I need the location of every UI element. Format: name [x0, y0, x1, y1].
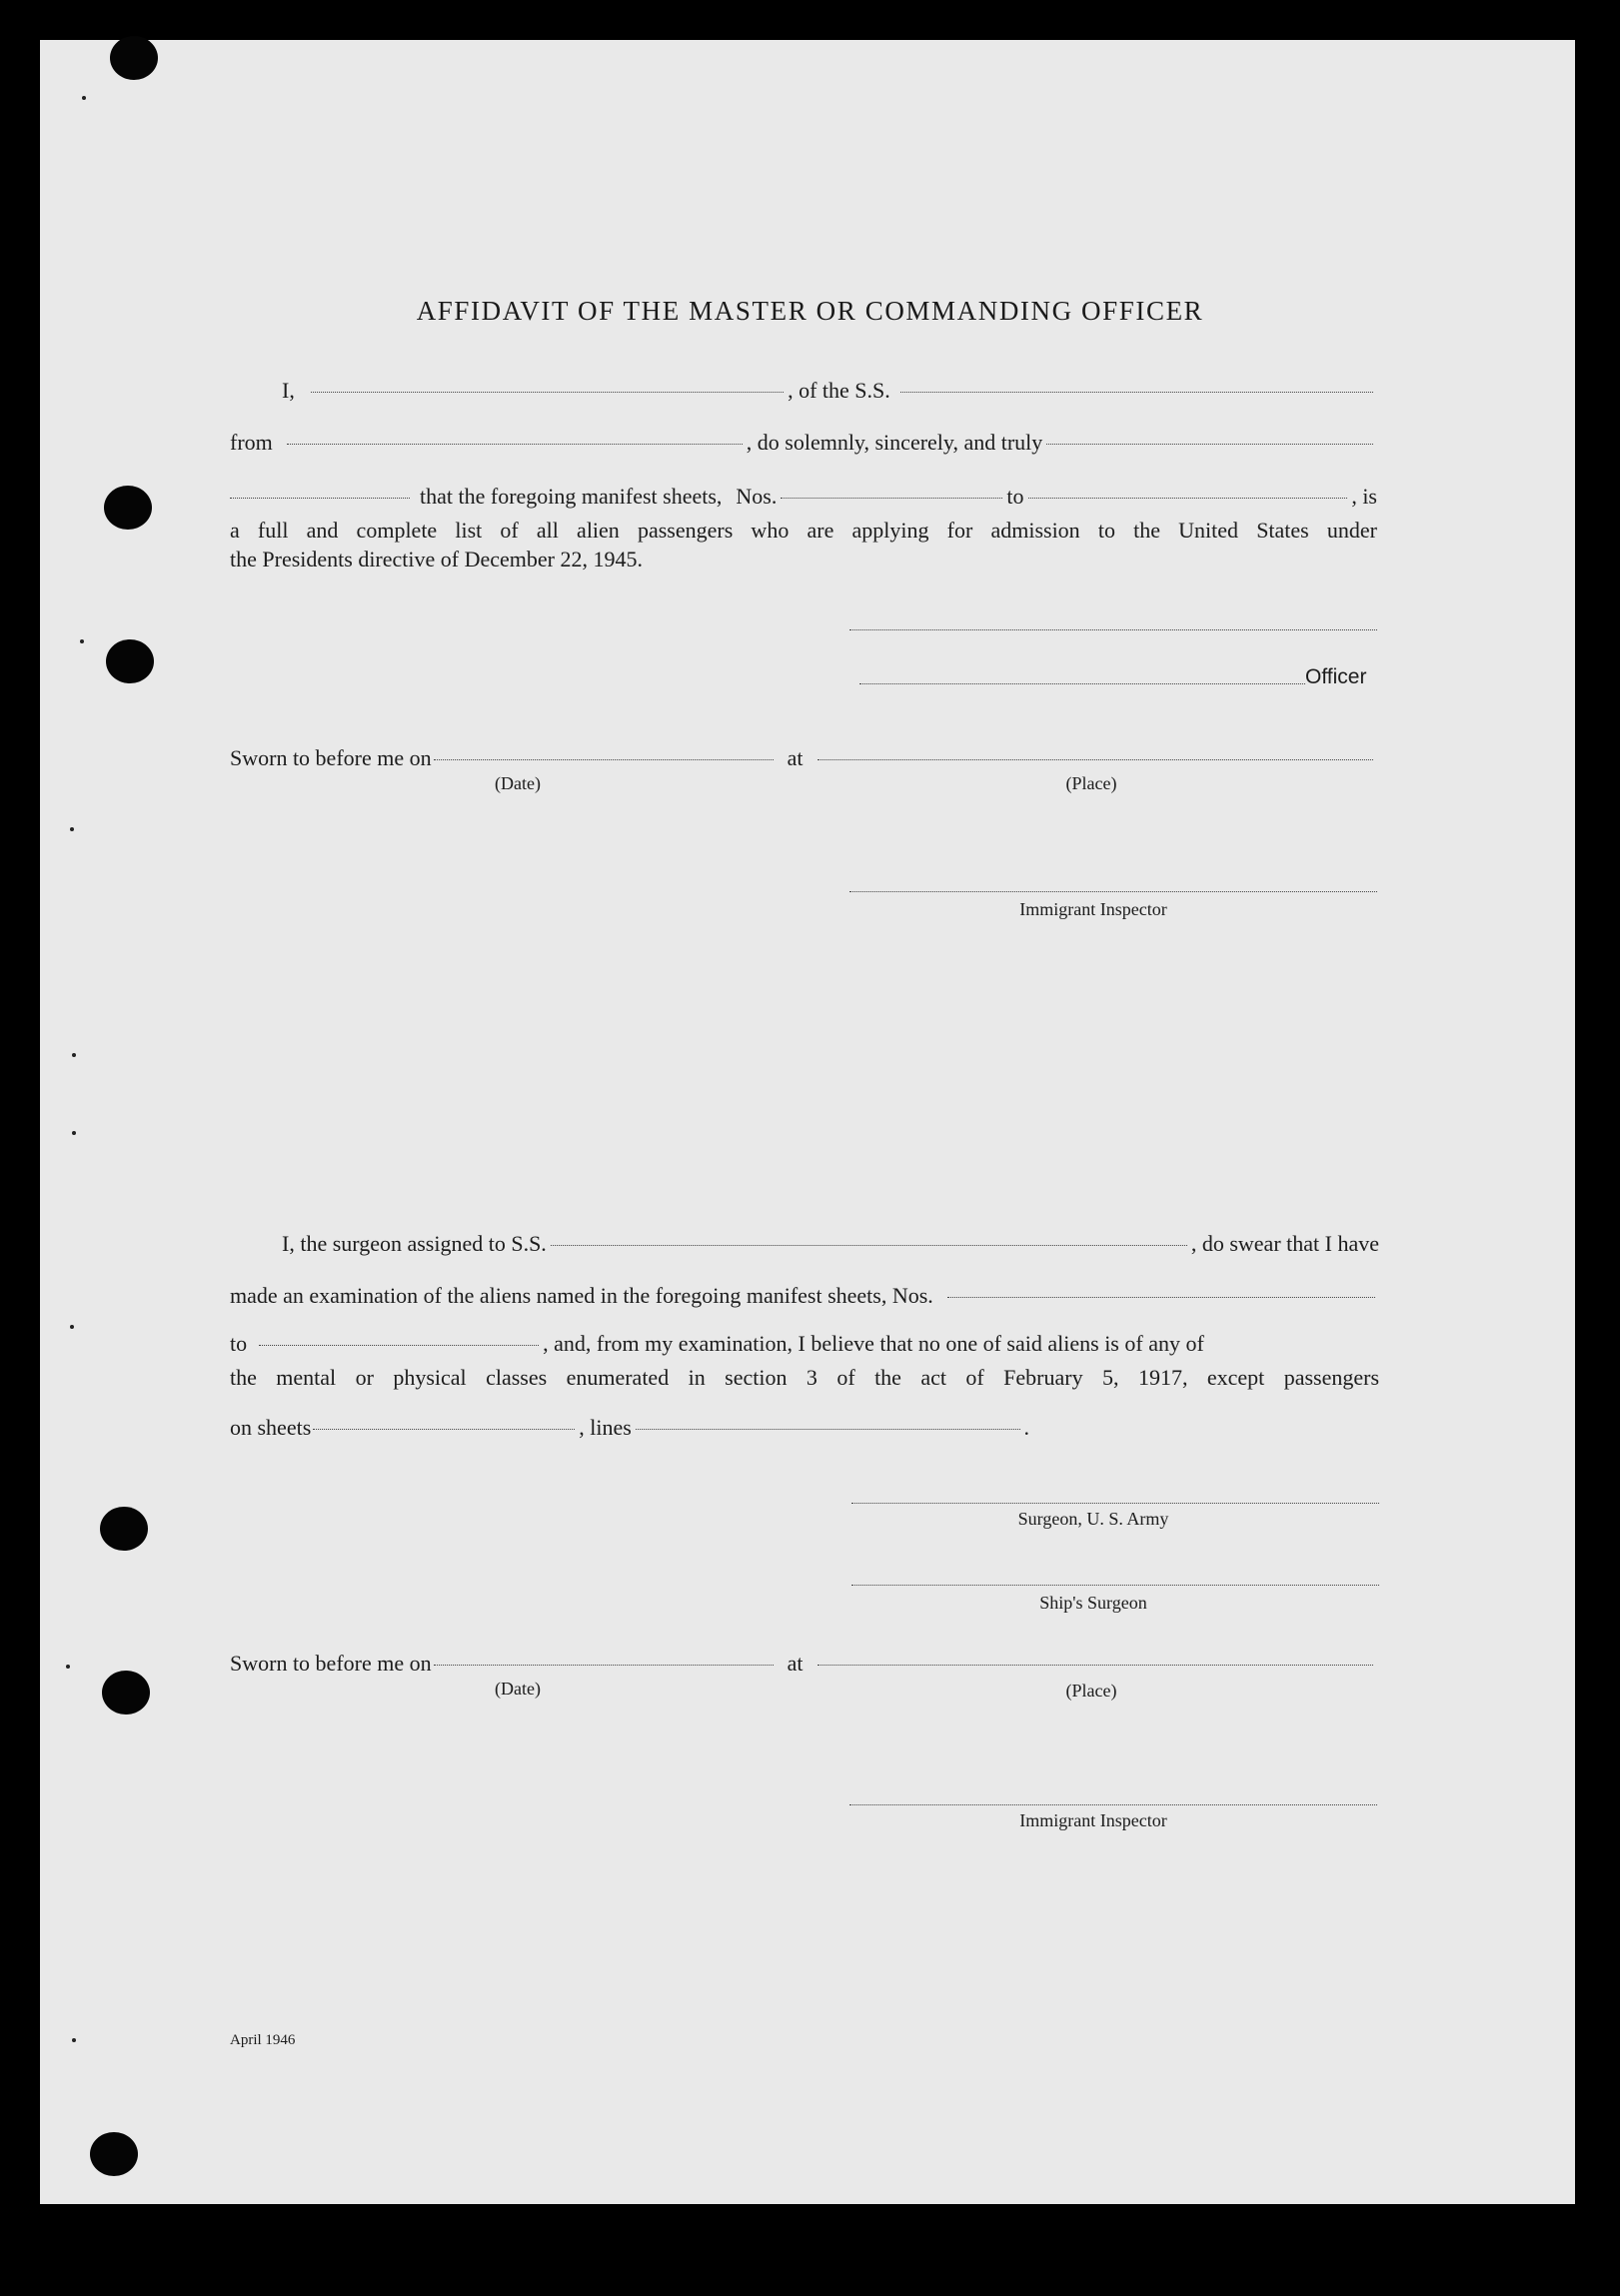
sworn-1-start: Sworn to before me on	[230, 745, 432, 770]
exception-sheets-field[interactable]	[313, 1429, 575, 1430]
surgeon-sheets-to-field[interactable]	[259, 1345, 539, 1346]
surgeon-sheets-from-field[interactable]	[947, 1297, 1375, 1298]
sworn-2-date-field[interactable]	[434, 1665, 774, 1666]
punch-hole	[90, 2132, 138, 2176]
sworn-1-place-label: (Place)	[1065, 773, 1117, 793]
surgeon-line-4: the mental or physical classes enumerated in section 3 of the act of February 5, 1917, except passengers	[230, 1365, 1379, 1390]
sworn-2-date-label: (Date)	[495, 1679, 541, 1699]
master-line-5: the Presidents directive of December 22, 1945.	[230, 547, 643, 572]
army-surgeon-signature-line[interactable]	[851, 1503, 1379, 1504]
form-paper	[40, 40, 1575, 2204]
master-line-4: a full and complete list of all alien passengers who are applying for admission to the United States under	[230, 518, 1377, 543]
surgeon-line-5-start: on sheets	[230, 1415, 312, 1440]
master-line-3-end: , is	[1351, 484, 1377, 509]
surgeon-line-1-start: I, the surgeon assigned to S.S.	[282, 1231, 547, 1256]
master-name-field[interactable]	[311, 392, 784, 393]
punch-hole	[102, 1671, 150, 1715]
ship-surgeon-label: Ship's Surgeon	[1039, 1593, 1147, 1613]
margin-speck	[70, 1325, 74, 1329]
master-line-3-to: to	[1006, 484, 1024, 509]
sworn-2-at: at	[787, 1651, 804, 1676]
surgeon-line-2	[230, 1283, 1379, 1313]
surgeon-line-1-end: , do swear that I have	[1190, 1231, 1379, 1256]
master-line-2	[230, 430, 1377, 460]
punch-hole	[100, 1507, 148, 1551]
surgeon-line-3-end: , and, from my examination, I believe that no one of said aliens is of any of	[543, 1331, 1204, 1356]
officer-label: Officer	[1305, 665, 1367, 688]
surgeon-line-3-start: to	[230, 1331, 248, 1356]
from-port-field[interactable]	[287, 444, 743, 445]
margin-speck	[72, 2038, 76, 2042]
sworn-line-1	[230, 745, 1377, 775]
surgeon-line-5-end: .	[1023, 1415, 1029, 1440]
exception-lines-field[interactable]	[636, 1429, 1020, 1430]
master-line-1	[282, 378, 1377, 408]
surgeon-line-5	[230, 1415, 1029, 1445]
surgeon-line-2-text: made an examination of the aliens named in the foregoing manifest sheets, Nos.	[230, 1283, 933, 1308]
form-date-footer: April 1946	[230, 2032, 296, 2048]
margin-speck	[70, 827, 74, 831]
master-line-3-mid: that the foregoing manifest sheets,	[420, 484, 723, 509]
margin-speck	[80, 639, 84, 643]
army-surgeon-label: Surgeon, U. S. Army	[1017, 1509, 1169, 1529]
sworn-2-place-label: (Place)	[1065, 1681, 1117, 1701]
surgeon-line-3	[230, 1331, 1379, 1361]
oath-type-field[interactable]	[1046, 444, 1373, 445]
master-line-3-nos: Nos.	[736, 484, 778, 509]
inspector-1-label: Immigrant Inspector	[1019, 899, 1167, 919]
punch-hole	[110, 36, 158, 80]
inspector-2-signature-line[interactable]	[849, 1804, 1377, 1805]
margin-speck	[72, 1131, 76, 1135]
surgeon-line-1	[282, 1231, 1379, 1261]
sheet-number-from-field[interactable]	[781, 498, 1002, 499]
officer-name-line[interactable]	[849, 629, 1377, 630]
sworn-2-start: Sworn to before me on	[230, 1651, 432, 1676]
sworn-1-date-field[interactable]	[434, 759, 774, 760]
officer-signature-line[interactable]	[859, 683, 1305, 684]
inspector-1-signature-line[interactable]	[849, 891, 1377, 892]
form-title: AFFIDAVIT OF THE MASTER OR COMMANDING OFFICER	[416, 296, 1204, 326]
sworn-1-place-field[interactable]	[817, 759, 1373, 760]
oath-word-field[interactable]	[230, 498, 410, 499]
punch-hole	[104, 486, 152, 530]
punch-hole	[106, 639, 154, 683]
master-line-3	[230, 484, 1377, 514]
sworn-2-place-field[interactable]	[817, 1665, 1373, 1666]
ship-name-field[interactable]	[900, 392, 1373, 393]
surgeon-line-5-mid: , lines	[579, 1415, 632, 1440]
master-line-2-start: from	[230, 430, 273, 455]
sworn-1-date-label: (Date)	[495, 773, 541, 793]
sworn-line-2	[230, 1651, 1377, 1681]
master-line-1-start: I,	[282, 378, 295, 403]
sworn-1-at: at	[787, 745, 804, 770]
margin-speck	[72, 1053, 76, 1057]
ship-surgeon-signature-line[interactable]	[851, 1585, 1379, 1586]
margin-speck	[66, 1665, 70, 1669]
master-line-1-mid: , of the S.S.	[788, 378, 890, 403]
sheet-number-to-field[interactable]	[1028, 498, 1348, 499]
master-line-2-mid: , do solemnly, sincerely, and truly	[746, 430, 1043, 455]
surgeon-ship-field[interactable]	[551, 1245, 1187, 1246]
inspector-2-label: Immigrant Inspector	[1019, 1810, 1167, 1830]
margin-speck	[82, 96, 86, 100]
